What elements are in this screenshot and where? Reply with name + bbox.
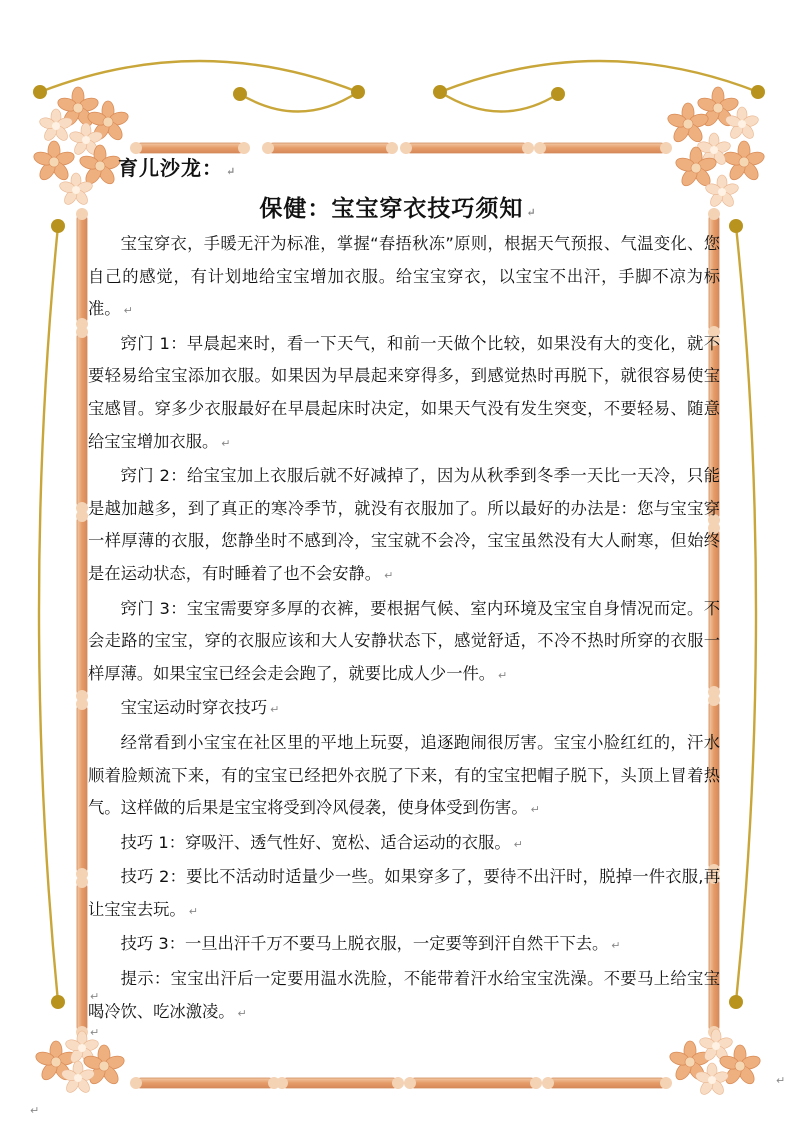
paragraph-text: 经常看到小宝宝在社区里的平地上玩耍，追逐跑闹很厉害。宝宝小脸红红的，汗水顺着脸颊流下来，有的宝宝已经把外衣脱了下来，有的宝宝把帽子脱下，头顶上冒着热气。这样做的后果是宝宝将受到冷风侵袭，使身体受到伤害。 xyxy=(88,732,720,818)
paragraph-mark: ↵ xyxy=(498,668,508,682)
section-heading-text: 育儿沙龙： xyxy=(118,156,223,180)
paragraph-mark: ↵ xyxy=(226,165,237,178)
paragraph-tip-3 xyxy=(88,593,720,693)
paragraph-text: 技巧 3：一旦出汗千万不要马上脱衣服，一定要等到汗自然干下去。 xyxy=(120,934,609,954)
paragraph-mark: ↵ xyxy=(513,837,523,851)
paragraph-mark: ↵ xyxy=(270,703,280,717)
paragraph-mark: ↵ xyxy=(526,206,537,219)
paragraph-mark: ↵ xyxy=(384,568,394,582)
paragraph-mark: ↵ xyxy=(237,1006,247,1020)
paragraph-mark: ↵ xyxy=(221,436,231,450)
article-title-text: 保健：宝宝穿衣技巧须知 xyxy=(259,195,524,222)
paragraph-text: 技巧 1：穿吸汗、透气性好、宽松、适合运动的衣服。 xyxy=(120,832,511,852)
paragraph-observation xyxy=(88,727,720,827)
paragraph-skill-2 xyxy=(88,861,720,928)
paragraph-tip-1 xyxy=(88,328,720,460)
article-title xyxy=(0,190,796,223)
paragraph-mark: ↵ xyxy=(611,939,621,953)
paragraph-skill-3 xyxy=(88,928,720,963)
empty-paragraph-mark: ↵ xyxy=(30,1104,40,1117)
empty-paragraph-mark: ↵ xyxy=(776,1074,786,1087)
empty-paragraph-mark: ↵ xyxy=(90,990,100,1003)
paragraph-mark: ↵ xyxy=(123,304,133,318)
paragraph-mark: ↵ xyxy=(188,904,198,918)
section-heading xyxy=(118,152,236,181)
paragraph-text: 提示：宝宝出汗后一定要用温水洗脸，不能带着汗水给宝宝洗澡。不要马上给宝宝喝冷饮、吃冰激凌。 xyxy=(88,969,720,1021)
paragraph-text: 宝宝穿衣，手暖无汗为标准，掌握“春捂秋冻”原则，根据天气预报、气温变化、您自己的感觉，有计划地给宝宝增加衣服。给宝宝穿衣，以宝宝不出汗，手脚不凉为标准。 xyxy=(88,234,720,319)
paragraph-text: 窍门 3：宝宝需要穿多厚的衣裤，要根据气候、室内环境及宝宝自身情况而定。不会走路的宝宝，穿的衣服应该和大人安静状态下，感觉舒适，不冷不热时所穿的衣服一样厚薄。如果宝宝已经会走会跑了，就要比成人少一件。 xyxy=(88,598,720,683)
subheading-exercise xyxy=(88,692,720,727)
paragraph-tip-2 xyxy=(88,460,720,592)
paragraph-tip-note xyxy=(88,963,720,1030)
article-body xyxy=(88,228,720,1030)
paragraph-text: 技巧 2：要比不活动时适量少一些。如果穿多了，要待不出汗时，脱掉一件衣服,再让宝宝去玩。 xyxy=(88,867,720,919)
paragraph-intro xyxy=(88,228,720,328)
paragraph-mark: ↵ xyxy=(530,803,540,817)
paragraph-text: 窍门 1：早晨起来时，看一下天气，和前一天做个比较，如果没有大的变化，就不要轻易给宝宝添加衣服。如果因为早晨起来穿得多，到感觉热时再脱下，就很容易使宝宝感冒。穿多少衣服最好在早晨起床时决定，如果天气没有发生突变，不要轻易、随意给宝宝增加衣服。 xyxy=(88,333,720,451)
paragraph-skill-1 xyxy=(88,827,720,862)
paragraph-text: 窍门 2：给宝宝加上衣服后就不好减掉了，因为从秋季到冬季一天比一天冷，只能是越加越多，到了真正的寒冷季节，就没有衣服加了。所以最好的办法是：您与宝宝穿一样厚薄的衣服，您静坐时不感到冷，宝宝就不会冷，宝宝虽然没有大人耐寒，但始终是在运动状态，有时睡着了也不会安静。 xyxy=(88,466,720,583)
empty-paragraph-mark: ↵ xyxy=(90,1026,100,1039)
paragraph-text: 宝宝运动时穿衣技巧 xyxy=(120,698,268,718)
